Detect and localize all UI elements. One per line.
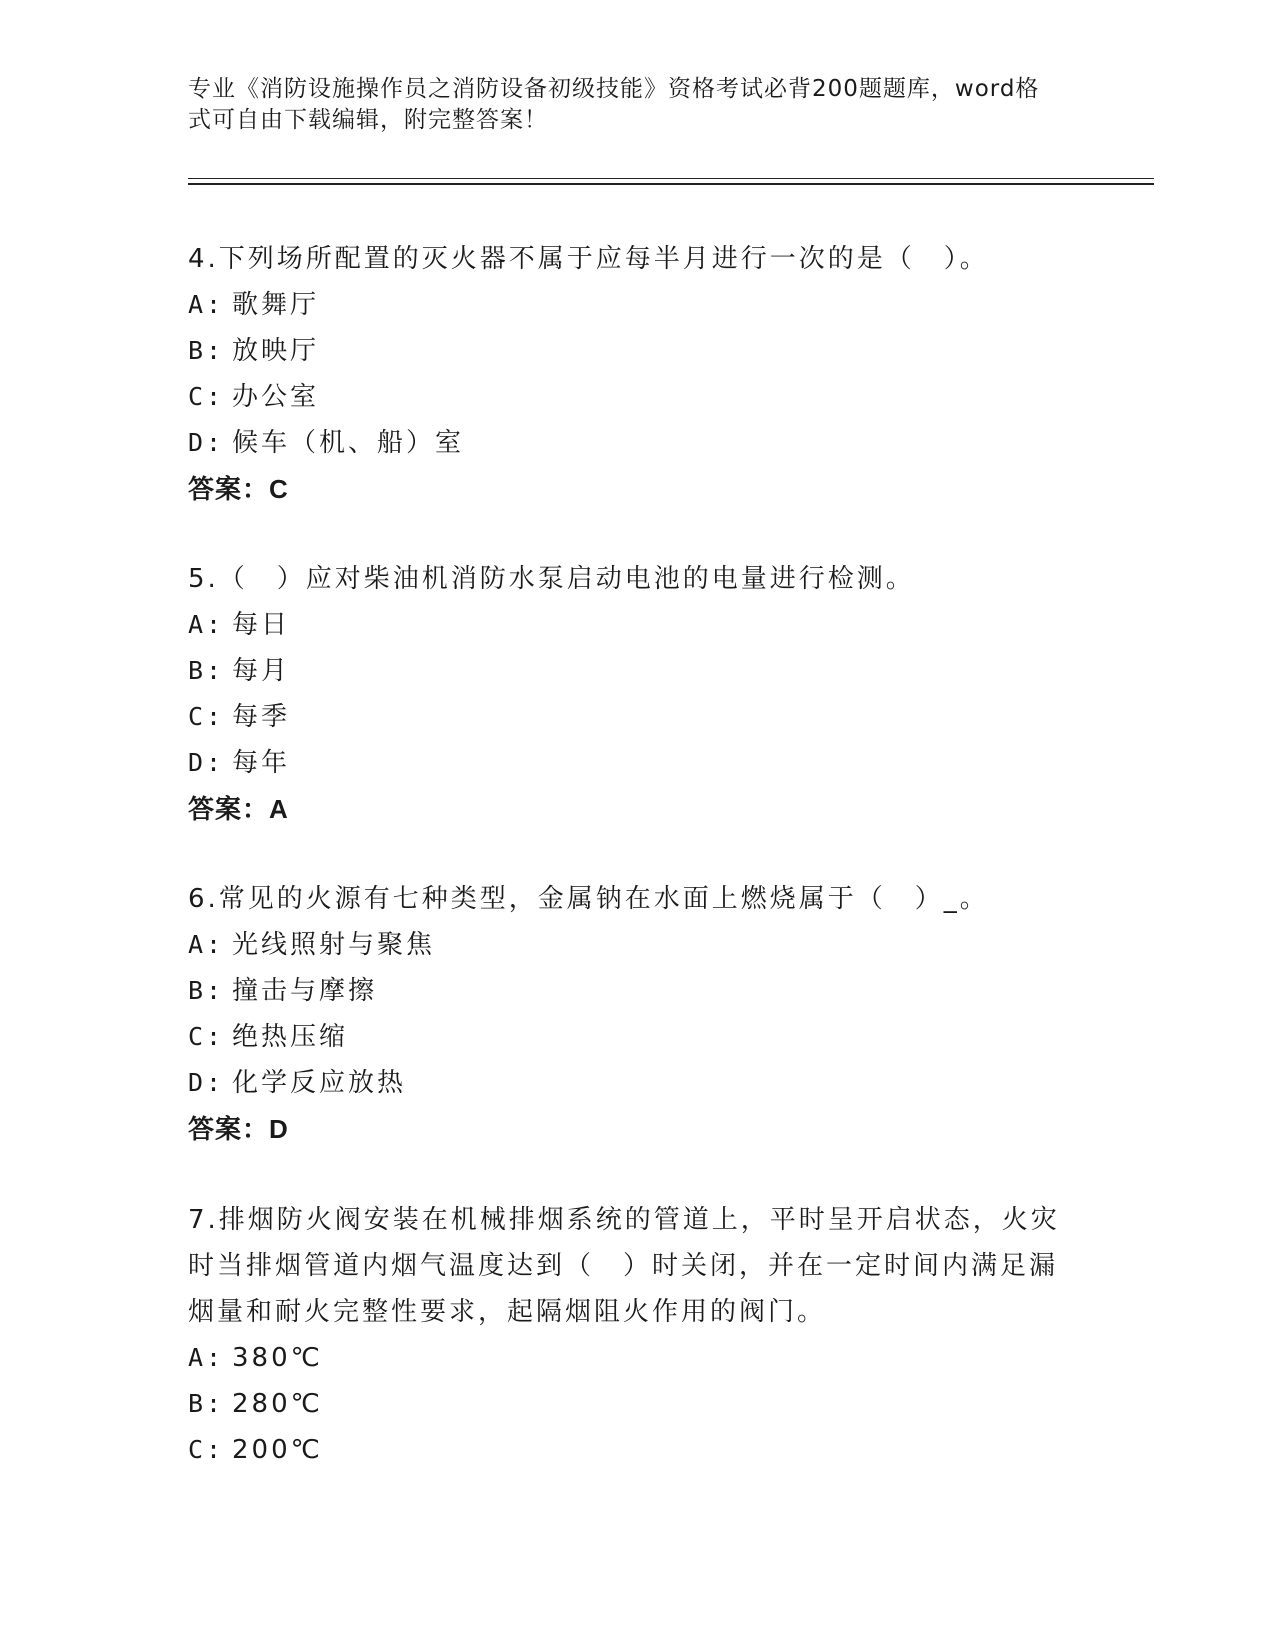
option-text: 200℃ — [232, 1435, 323, 1465]
answer-line: 答案：A — [188, 794, 289, 824]
option-b — [188, 328, 1088, 374]
option-d — [188, 1060, 1088, 1106]
option-letter: B: — [188, 656, 225, 685]
header-divider-thick — [188, 183, 1154, 185]
option-text: 歌舞厅 — [232, 290, 320, 320]
option-b — [188, 968, 1088, 1014]
option-text: 每日 — [232, 610, 291, 640]
question-stem-line-1: 7.排烟防火阀安装在机械排烟系统的管道上，平时呈开启状态，火灾 — [188, 1205, 1060, 1235]
option-b — [188, 1381, 1088, 1427]
option-text: 每年 — [232, 748, 291, 778]
option-text: 380℃ — [232, 1343, 323, 1373]
option-letter: C: — [188, 382, 225, 411]
option-d — [188, 740, 1088, 786]
question-6 — [188, 876, 1088, 1152]
option-text: 化学反应放热 — [232, 1068, 407, 1098]
question-5 — [188, 556, 1088, 832]
option-letter: B: — [188, 336, 225, 365]
answer-line: 答案：C — [188, 474, 289, 504]
option-text: 办公室 — [232, 382, 320, 412]
option-letter: C: — [188, 1435, 225, 1464]
answer-line: 答案：D — [188, 1114, 289, 1144]
option-letter: A: — [188, 1343, 225, 1372]
question-4 — [188, 236, 1088, 512]
option-a — [188, 922, 1088, 968]
option-c — [188, 1014, 1088, 1060]
header-line-1: 专业《消防设施操作员之消防设备初级技能》资格考试必背200题题库，word格 — [188, 76, 1040, 102]
question-stem: 5.（ ）应对柴油机消防水泵启动电池的电量进行检测。 — [188, 564, 915, 594]
option-a — [188, 1335, 1088, 1381]
question-stem-line-2: 时当排烟管道内烟气温度达到（ ）时关闭，并在一定时间内满足漏 — [188, 1251, 1059, 1281]
option-text: 每月 — [232, 656, 291, 686]
option-text: 每季 — [232, 702, 291, 732]
option-letter: A: — [188, 610, 225, 639]
option-c — [188, 374, 1088, 420]
option-a — [188, 602, 1088, 648]
option-letter: C: — [188, 702, 225, 731]
option-letter: A: — [188, 930, 225, 959]
option-letter: D: — [188, 1068, 225, 1097]
option-letter: A: — [188, 290, 225, 319]
option-letter: B: — [188, 1389, 225, 1418]
option-text: 撞击与摩擦 — [232, 976, 378, 1006]
header-line-2: 式可自由下载编辑，附完整答案！ — [188, 107, 548, 133]
option-text: 光线照射与聚焦 — [232, 930, 436, 960]
header-divider-thin — [188, 178, 1154, 179]
option-c — [188, 694, 1088, 740]
question-stem-line-3: 烟量和耐火完整性要求，起隔烟阻火作用的阀门。 — [188, 1297, 827, 1327]
option-text: 280℃ — [232, 1389, 323, 1419]
question-stem: 6.常见的火源有七种类型，金属钠在水面上燃烧属于（ ）_。 — [188, 884, 989, 914]
option-text: 绝热压缩 — [232, 1022, 349, 1052]
option-a — [188, 282, 1088, 328]
question-7 — [188, 1197, 1088, 1473]
option-letter: D: — [188, 428, 225, 457]
option-letter: C: — [188, 1022, 225, 1051]
option-letter: D: — [188, 748, 225, 777]
option-b — [188, 648, 1088, 694]
option-text: 放映厅 — [232, 336, 320, 366]
question-stem: 4.下列场所配置的灭火器不属于应每半月进行一次的是（ ）。 — [188, 244, 989, 274]
option-letter: B: — [188, 976, 225, 1005]
document-header — [188, 74, 1088, 136]
option-c — [188, 1427, 1088, 1473]
option-text: 候车（机、船）室 — [232, 428, 465, 458]
option-d — [188, 420, 1088, 466]
